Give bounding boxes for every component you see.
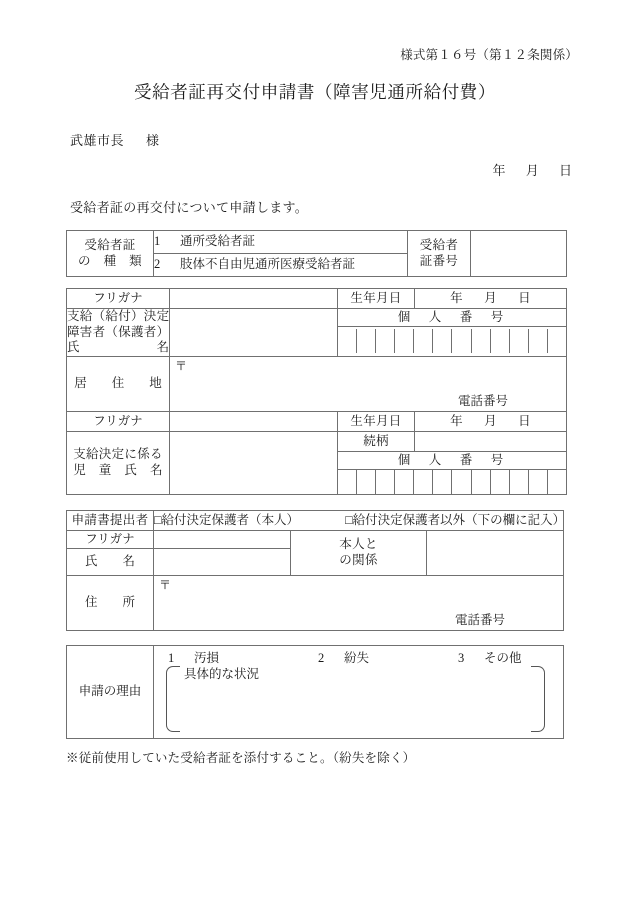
applicant-relation-label-line2: の関係: [339, 553, 378, 567]
guardian-mynumber-grid[interactable]: [338, 327, 567, 357]
footnote: ※従前使用していた受給者証を添付すること。（紛失を除く）: [66, 751, 416, 765]
residence-label: 居 住 地: [67, 356, 170, 411]
table-row: [67, 431, 567, 451]
submitter-option-other[interactable]: □給付決定保護者以外（下の欄に記入）: [345, 512, 566, 527]
child-mynumber-grid[interactable]: [338, 469, 567, 494]
certificate-kind-label-line1: 受給者証: [84, 237, 136, 252]
reason-option-1[interactable]: [168, 651, 318, 667]
table-row: [67, 289, 567, 309]
child-dob-value[interactable]: [415, 411, 567, 431]
reason-option-2[interactable]: [318, 651, 458, 667]
mynumber-cell[interactable]: [376, 329, 395, 353]
certificate-kind-label: [67, 231, 154, 277]
table-row: [67, 411, 567, 431]
mynumber-cell[interactable]: [357, 329, 376, 353]
certificate-number-label-line1: 受給者: [419, 237, 459, 252]
mynumber-cell[interactable]: [357, 470, 376, 494]
page-title: 受給者証再交付申請書（障害児通所給付費）: [134, 82, 496, 102]
child-furigana-label: フリガナ: [67, 411, 170, 431]
table-row: [67, 231, 567, 254]
intro-text: 受給者証の再交付について申請します。: [70, 200, 309, 215]
reason-option-3-number: 3: [458, 651, 465, 665]
child-name-label-line2: 児 童 氏 名: [73, 462, 163, 477]
option-1-text: 通所受給者証: [180, 234, 256, 249]
submitter-option-self[interactable]: □給付決定保護者（本人）: [154, 512, 300, 527]
reason-label: 申請の理由: [67, 646, 154, 739]
child-dob-label: 生年月日: [338, 411, 415, 431]
reason-option-1-number: 1: [168, 651, 175, 665]
guardian-dob-value[interactable]: [415, 289, 567, 309]
residence-value[interactable]: [170, 356, 567, 411]
mynumber-cell[interactable]: [452, 329, 471, 353]
certificate-number-value[interactable]: [471, 231, 567, 277]
option-2-number: 2: [154, 257, 161, 272]
mynumber-cell[interactable]: [395, 329, 414, 353]
table-row: [67, 511, 564, 531]
date-month-label[interactable]: 月: [525, 163, 539, 178]
guardian-furigana-value[interactable]: [170, 289, 338, 309]
residence-tel-label: 電話番号: [457, 394, 508, 409]
applicant-furigana-value[interactable]: [154, 531, 291, 549]
guardian-name-label-line1: 支給（給付）決定: [67, 309, 170, 323]
mynumber-cell[interactable]: [433, 329, 452, 353]
guardian-mynumber-label: 個 人 番 号: [338, 309, 567, 327]
child-relation-value[interactable]: [415, 431, 567, 451]
mynumber-cell[interactable]: [414, 329, 433, 353]
certificate-kind-table: [66, 230, 567, 277]
child-dob-year: 年: [450, 413, 463, 428]
mynumber-cell[interactable]: [510, 470, 529, 494]
reason-option-1-text: 汚損: [194, 651, 220, 665]
reason-table: [66, 645, 564, 739]
postal-code-icon: 〒: [159, 578, 172, 592]
applicant-table: [66, 510, 564, 631]
left-bracket-icon: [166, 666, 180, 732]
option-1-number: 1: [154, 234, 161, 249]
guardian-furigana-label: フリガナ: [67, 289, 170, 309]
child-dob-day: 日: [518, 413, 531, 428]
postal-code-icon: 〒: [175, 358, 188, 373]
applicant-relation-value[interactable]: [427, 531, 564, 576]
applicant-furigana-label: フリガナ: [67, 531, 154, 549]
reason-body[interactable]: [154, 646, 564, 739]
guardian-dob-year: 年: [450, 290, 463, 305]
applicant-name-label: 氏 名: [67, 549, 154, 576]
reason-option-3-text: その他: [484, 651, 522, 665]
certificate-number-label-line2: 証番号: [419, 253, 459, 268]
applicant-relation-label: [290, 531, 427, 576]
addressee-name: 武雄市長: [70, 133, 125, 148]
guardian-dob-day: 日: [518, 290, 531, 305]
date-line: [492, 160, 572, 179]
mynumber-cell[interactable]: [529, 329, 548, 353]
main-info-table: [66, 288, 567, 495]
guardian-name-label-line2: 障害者（保護者）: [67, 324, 170, 339]
mynumber-cell[interactable]: [491, 470, 510, 494]
mynumber-cell[interactable]: [395, 470, 414, 494]
guardian-name-label-line3: 氏 名: [67, 340, 170, 355]
option-2-text: 肢体不自由児通所医療受給者証: [180, 257, 356, 272]
applicant-relation-label-line1: 本人と: [339, 537, 378, 552]
right-bracket-icon: [531, 666, 545, 732]
mynumber-cell-row: [338, 329, 566, 353]
mynumber-cell[interactable]: [452, 470, 471, 494]
child-name-value[interactable]: [170, 431, 338, 494]
addressee: [70, 130, 160, 149]
table-row: [67, 356, 567, 411]
situation-bracket-box: [166, 666, 545, 732]
reason-option-2-number: 2: [318, 651, 325, 665]
applicant-name-value[interactable]: [154, 549, 291, 576]
form-number: 様式第１６号（第１２条関係）: [400, 48, 578, 62]
table-row: [67, 531, 564, 549]
guardian-name-value[interactable]: [170, 309, 338, 357]
applicant-address-label: 住 所: [67, 576, 154, 631]
mynumber-cell[interactable]: [414, 470, 433, 494]
situation-label: 具体的な状況: [184, 667, 260, 681]
table-row: [67, 576, 564, 631]
mynumber-cell[interactable]: [529, 470, 548, 494]
child-name-label-line1: 支給決定に係る: [73, 447, 163, 462]
mynumber-cell[interactable]: [376, 470, 395, 494]
child-dob-month: 月: [484, 413, 497, 428]
certificate-kind-label-line2: の 種 類: [77, 253, 142, 268]
certificate-kind-option-1[interactable]: [154, 231, 408, 254]
child-furigana-value[interactable]: [170, 411, 338, 431]
reason-options: [168, 651, 553, 667]
date-day-label[interactable]: 日: [558, 163, 572, 178]
mynumber-cell[interactable]: [548, 329, 566, 353]
guardian-dob-label: 生年月日: [338, 289, 415, 309]
mynumber-cell[interactable]: [433, 470, 452, 494]
reason-option-2-text: 紛失: [344, 651, 370, 665]
mynumber-cell[interactable]: [491, 329, 510, 353]
mynumber-cell[interactable]: [338, 329, 357, 353]
child-mynumber-label: 個 人 番 号: [338, 451, 567, 469]
certificate-number-label: [408, 231, 471, 277]
mynumber-cell[interactable]: [548, 470, 566, 494]
table-row: [67, 309, 567, 327]
mynumber-cell[interactable]: [338, 470, 357, 494]
table-row: [67, 646, 564, 739]
reason-option-3[interactable]: [458, 651, 522, 667]
applicant-address-value[interactable]: [154, 576, 564, 631]
applicant-tel-label: 電話番号: [454, 613, 505, 628]
addressee-honorific: 様: [146, 133, 160, 148]
mynumber-cell[interactable]: [510, 329, 529, 353]
submitter-options[interactable]: [154, 511, 564, 531]
child-relation-label: 続柄: [338, 431, 415, 451]
mynumber-cell[interactable]: [472, 329, 491, 353]
submitter-label: 申請書提出者: [67, 511, 154, 531]
mynumber-cell-row: [338, 470, 566, 494]
certificate-kind-option-2[interactable]: [154, 254, 408, 277]
guardian-dob-month: 月: [484, 290, 497, 305]
mynumber-cell[interactable]: [472, 470, 491, 494]
child-name-label: [67, 431, 170, 494]
date-year-label[interactable]: 年: [492, 163, 506, 178]
guardian-name-label: [67, 309, 170, 357]
